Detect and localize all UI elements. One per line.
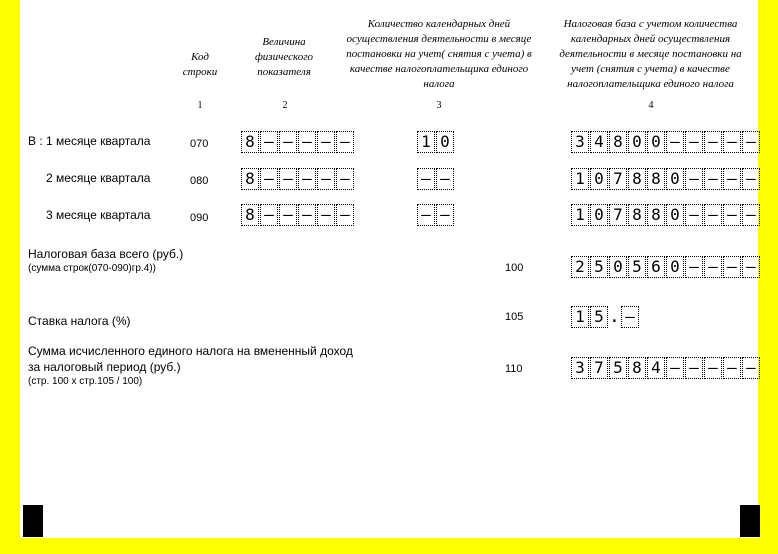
tax-base-note: (сумма строк(070-090)гр.4)) [28,263,156,274]
header-calendar-days: Количество календарных дней осуществления деятельности в месяце постановки на учет( снятия с учета) в качестве налогоплательщика единого налога [346,18,532,90]
digit-cell: 4 [590,131,608,153]
digit-cell: – [298,204,316,226]
digit-cell: – [279,204,297,226]
digit-cell: – [336,168,354,190]
digit-cell: – [685,131,703,153]
digit-cell: 2 [571,256,589,278]
digit-cell: – [685,357,703,379]
digit-cell: 5 [609,357,627,379]
digit-cell: – [704,357,722,379]
row-070-label: В : 1 месяце квартала [28,134,151,148]
digit-cell: – [742,131,760,153]
digit-cell: 0 [590,204,608,226]
digit-cell: – [742,256,760,278]
digit-cell: 7 [590,357,608,379]
tax-amount-field[interactable] [571,357,761,379]
row-080-physical-field[interactable] [241,168,355,190]
digit-cell: – [704,256,722,278]
digit-cell: 7 [609,204,627,226]
row-080-label: 2 месяце квартала [46,171,151,185]
column-number-1: 1 [197,100,203,111]
column-number-2: 2 [282,100,288,111]
registration-mark-right [740,505,760,537]
digit-cell: – [436,168,454,190]
digit-cell: – [260,168,278,190]
digit-cell: 0 [647,131,665,153]
digit-cell: – [685,256,703,278]
tax-rate-label: Ставка налога (%) [28,314,131,328]
row-090-label: 3 месяце квартала [46,208,151,222]
digit-cell: – [417,204,435,226]
row-070-physical-field[interactable] [241,131,355,153]
digit-cell: 5 [628,256,646,278]
digit-cell: 8 [241,168,259,190]
row-070-days-field[interactable] [417,131,455,153]
digit-cell: 0 [436,131,454,153]
tax-base-label: Налоговая база всего (руб.) [28,247,184,261]
digit-cell: – [723,131,741,153]
digit-cell: – [336,131,354,153]
digit-cell: – [260,131,278,153]
column-number-4: 4 [648,100,654,111]
column-number-3: 3 [436,100,442,111]
digit-cell: – [666,357,684,379]
digit-cell: 6 [647,256,665,278]
digit-cell: – [704,168,722,190]
digit-cell: 1 [417,131,435,153]
tax-base-field[interactable] [571,256,761,278]
tax-rate-code: 105 [505,311,524,323]
digit-cell: 8 [241,131,259,153]
digit-cell: – [723,357,741,379]
digit-cell: 8 [628,204,646,226]
digit-cell: – [723,168,741,190]
row-090-days-field[interactable] [417,204,455,226]
digit-cell: – [723,256,741,278]
digit-cell: – [317,131,335,153]
digit-cell: – [666,131,684,153]
header-physical-indicator: Величина физического показателя [255,36,313,78]
digit-cell: 0 [666,204,684,226]
digit-cell: 8 [241,204,259,226]
digit-cell: 8 [628,357,646,379]
row-090-base-field[interactable] [571,204,761,226]
header-tax-base: Налоговая база с учетом количества календарных дней осуществления деятельности в месяце постановки на учет (снятия с учета) в качестве налогоплательщика единого налога [559,18,742,90]
tax-base-code: 100 [505,262,524,274]
tax-amount-note: (стр. 100 х стр.105 / 100) [28,376,143,387]
digit-cell: 1 [571,168,589,190]
tax-amount-label-line1: Сумма исчисленного единого налога на вмененный доход [28,344,353,358]
digit-cell: 8 [628,168,646,190]
tax-amount-label-line2: за налоговый период (руб.) [28,360,181,374]
digit-cell: 8 [609,131,627,153]
registration-mark-left [23,505,43,537]
digit-cell: – [742,204,760,226]
digit-cell: 3 [571,131,589,153]
digit-cell: 1 [571,204,589,226]
header-row-code: Код строки [182,51,218,78]
digit-cell: 7 [609,168,627,190]
digit-cell: – [685,204,703,226]
digit-cell: – [336,204,354,226]
digit-cell: – [621,306,639,328]
digit-cell: – [260,204,278,226]
digit-cell: – [298,131,316,153]
tax-rate-field[interactable] [571,306,640,328]
digit-cell: – [436,204,454,226]
digit-cell: 0 [666,256,684,278]
digit-cell: – [742,168,760,190]
tax-amount-code: 110 [505,363,523,375]
form-page [20,0,758,538]
digit-cell: 8 [647,168,665,190]
digit-cell: 0 [609,256,627,278]
digit-cell: 0 [590,168,608,190]
digit-cell: – [298,168,316,190]
digit-cell: 5 [590,256,608,278]
decimal-point: . [609,306,620,327]
digit-cell: 8 [647,204,665,226]
row-070-code: 070 [190,138,209,150]
digit-cell: 5 [590,306,608,328]
digit-cell: – [279,168,297,190]
row-090-physical-field[interactable] [241,204,355,226]
row-080-code: 080 [190,175,209,187]
digit-cell: – [279,131,297,153]
row-070-base-field[interactable] [571,131,761,153]
digit-cell: – [317,168,335,190]
row-080-days-field[interactable] [417,168,455,190]
digit-cell: 4 [647,357,665,379]
row-080-base-field[interactable] [571,168,761,190]
digit-cell: 0 [666,168,684,190]
digit-cell: – [704,131,722,153]
digit-cell: 0 [628,131,646,153]
digit-cell: 3 [571,357,589,379]
digit-cell: – [704,204,722,226]
digit-cell: 1 [571,306,589,328]
row-090-code: 090 [190,212,209,224]
digit-cell: – [685,168,703,190]
digit-cell: – [742,357,760,379]
digit-cell: – [317,204,335,226]
digit-cell: – [723,204,741,226]
digit-cell: – [417,168,435,190]
